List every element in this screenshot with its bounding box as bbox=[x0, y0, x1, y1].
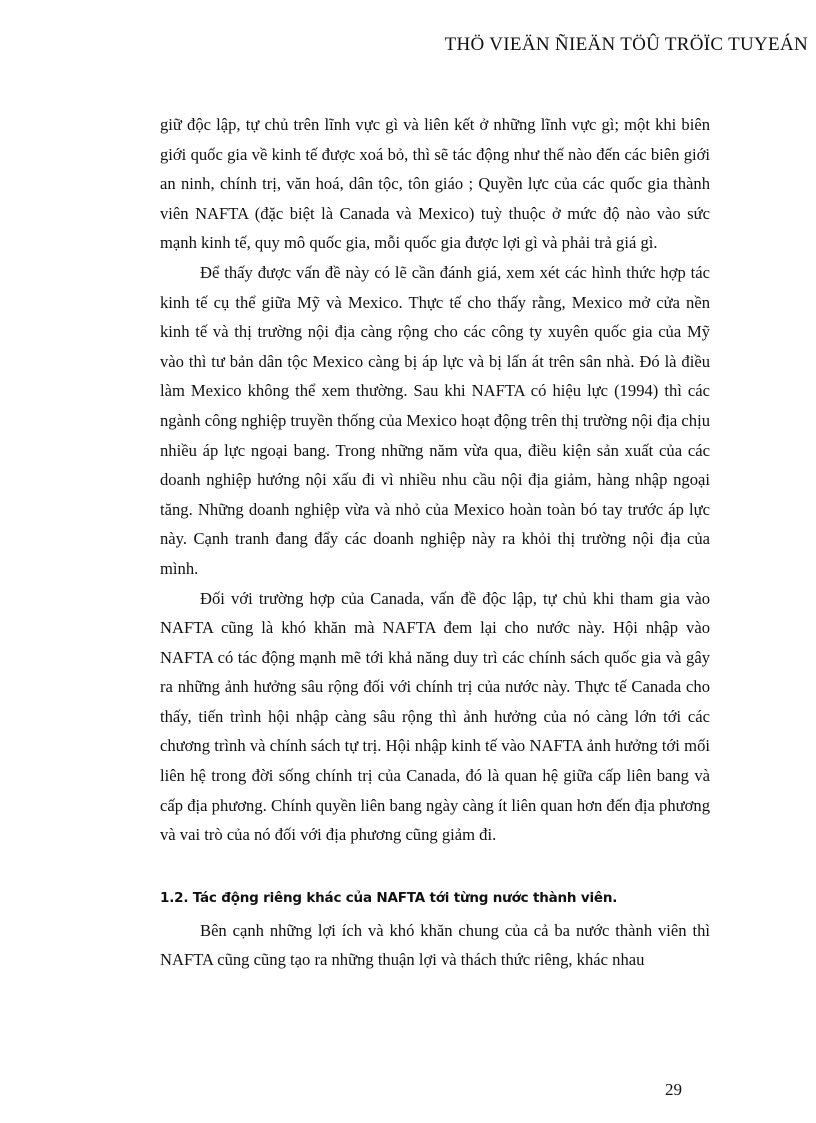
paragraph-2: Để thấy được vấn đề này có lẽ cần đánh giá, xem xét các hình thức hợp tác kinh tế cụ thể giữa Mỹ và Mexico. Thực tế cho thấy rằng, Mexico mở cửa nền kinh tế và thị trường nội địa càng rộng cho các công ty xuyên quốc gia của Mỹ vào thì tư bản dân tộc Mexico càng bị áp lực và bị lấn át trên sân nhà. Đó là điều làm Mexico không thể xem thường. Sau khi NAFTA có hiệu lực (1994) thì các ngành công nghiệp truyền thống của Mexico hoạt động trên thị trường nội địa chịu nhiều áp lực ngoại bang. Trong những năm vừa qua, điều kiện sản xuất của các doanh nghiệp hướng nội xấu đi vì nhiều nhu cầu nội địa giảm, hàng nhập ngoại tăng. Những doanh nghiệp vừa và nhỏ của Mexico hoàn toàn bó tay trước áp lực này. Cạnh tranh đang đẩy các doanh nghiệp này ra khỏi thị trường nội địa của mình. bbox=[160, 262, 710, 578]
running-header-title: THÖ VIEÄN ÑIEÄN TÖÛ TRÖÏC TUYEÁN bbox=[444, 34, 808, 55]
page-body bbox=[160, 110, 710, 975]
paragraph-4: Bên cạnh những lợi ích và khó khăn chung của cả ba nước thành viên thì NAFTA cũng cũng tạo ra những thuận lợi và thách thức riêng, khác nhau bbox=[160, 920, 710, 970]
page-number: 29 bbox=[665, 1080, 682, 1099]
paragraph-1: giữ độc lập, tự chủ trên lĩnh vực gì và liên kết ở những lĩnh vực gì; một khi biên giới quốc gia về kinh tế được xoá bỏ, thì sẽ tác động như thế nào đến các biên giới an ninh, chính trị, văn hoá, dân tộc, tôn giáo ; Quyền lực của các quốc gia thành viên NAFTA (đặc biệt là Canada và Mexico) tuỳ thuộc ở mức độ nào vào sức mạnh kinh tế, quy mô quốc gia, mỗi quốc gia được lợi gì và phải trả giá gì. bbox=[160, 115, 710, 253]
section-heading: 1.2. Tác động riêng khác của NAFTA tới từng nước thành viên. bbox=[160, 889, 618, 906]
paragraph-3: Đối với trường hợp của Canada, vấn đề độc lập, tự chủ khi tham gia vào NAFTA cũng là khó khăn mà NAFTA đem lại cho nước này. Hội nhập vào NAFTA có tác động mạnh mẽ tới khả năng duy trì các chính sách quốc gia và gây ra những ảnh hưởng sâu rộng đối với chính trị của nước này. Thực tế Canada cho thấy, tiến trình hội nhập càng sâu rộng thì ảnh hưởng của nó càng lớn tới các chương trình và chính sách tự trị. Hội nhập kinh tế vào NAFTA ảnh hưởng tới mối liên hệ trong đời sống chính trị của Canada, đó là quan hệ giữa cấp liên bang và cấp địa phương. Chính quyền liên bang ngày càng ít liên quan hơn đến địa phương và vai trò của nó đối với địa phương cũng giảm đi. bbox=[160, 588, 710, 845]
